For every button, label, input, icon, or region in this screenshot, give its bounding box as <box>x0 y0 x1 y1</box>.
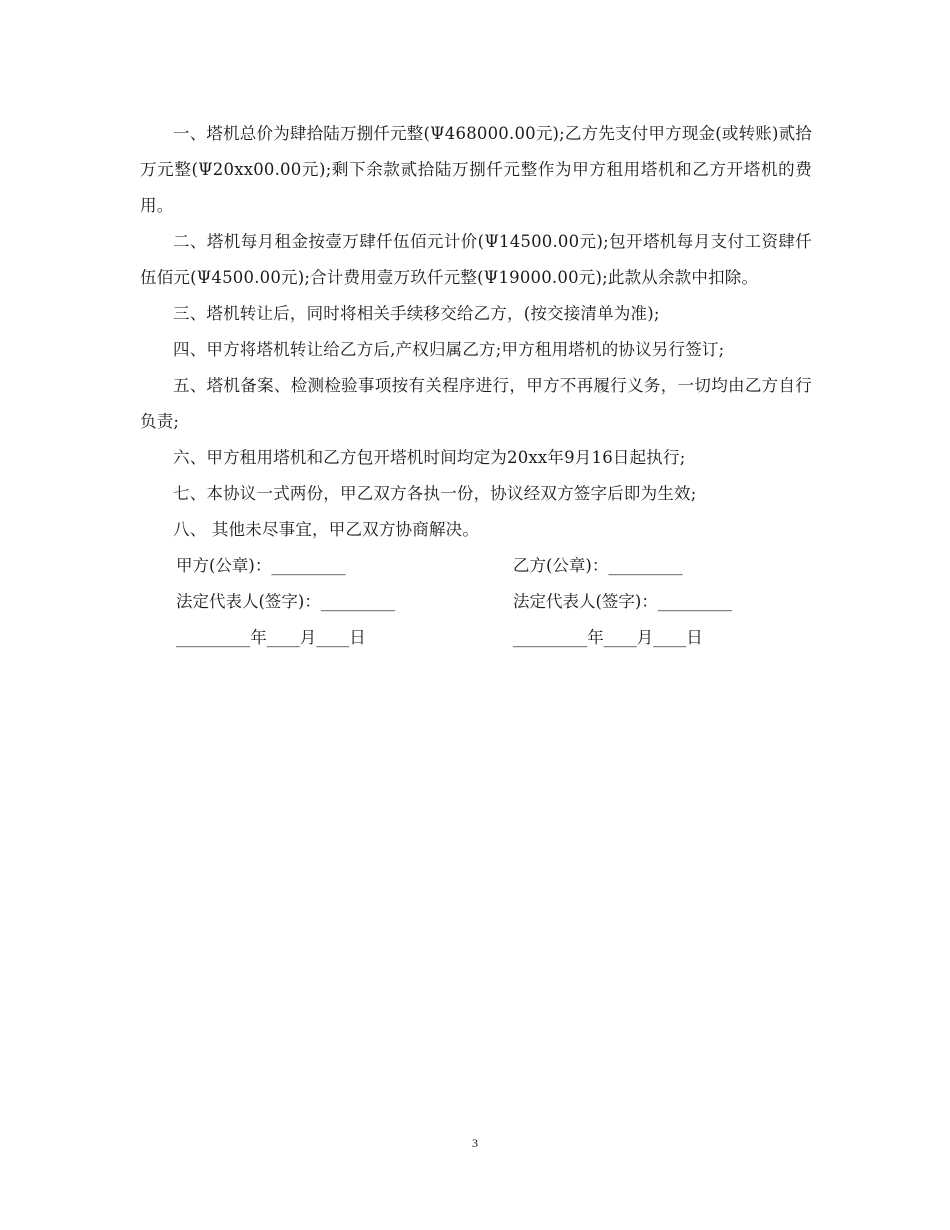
party-b-seal: 乙方(公章)：_________ <box>512 556 683 575</box>
signature-row-seal <box>140 548 812 584</box>
clause-5: 五、塔机备案、检测检验事项按有关程序进行，甲方不再履行义务，一切均由乙方自行负责; <box>140 376 812 431</box>
signature-block <box>140 548 812 656</box>
clause-4: 四、甲方将塔机转让给乙方后,产权归属乙方;甲方租用塔机的协议另行签订; <box>173 340 725 359</box>
clause-7: 七、本协议一式两份，甲乙双方各执一份，协议经双方签字后即为生效; <box>173 484 697 503</box>
signature-row-date <box>140 620 812 656</box>
clause-8: 八、 其他未尽事宜，甲乙双方协商解决。 <box>173 520 480 539</box>
party-a-representative: 法定代表人(签字)：_________ <box>176 592 396 611</box>
clause-1: 一、塔机总价为肆拾陆万捌仟元整(Ψ468000.00元);乙方先支付甲方现金(或转账)贰拾万元整(Ψ20xx00.00元);剩下余款贰拾陆万捌仟元整作为甲方租用塔机和乙方开塔机的费用。 <box>140 124 813 215</box>
clause-2: 二、塔机每月租金按壹万肆仟伍佰元计价(Ψ14500.00元);包开塔机每月支付工资肆仟伍佰元(Ψ4500.00元);合计费用壹万玖仟元整(Ψ19000.00元);此款从余款中扣除。 <box>140 232 812 287</box>
document-body <box>140 116 812 656</box>
clause-6: 六、甲方租用塔机和乙方包开塔机时间均定为20xx年9月16日起执行; <box>173 448 686 467</box>
clause-3: 三、塔机转让后，同时将相关手续移交给乙方，(按交接清单为准); <box>173 304 660 323</box>
page-number: 3 <box>472 1136 478 1150</box>
party-a-seal: 甲方(公章)：_________ <box>176 556 346 575</box>
party-a-date: _________年____月____日 <box>176 628 366 647</box>
party-b-representative: 法定代表人(签字)：_________ <box>512 592 733 611</box>
party-b-date: _________年____月____日 <box>512 628 703 647</box>
signature-row-representative <box>140 584 812 620</box>
